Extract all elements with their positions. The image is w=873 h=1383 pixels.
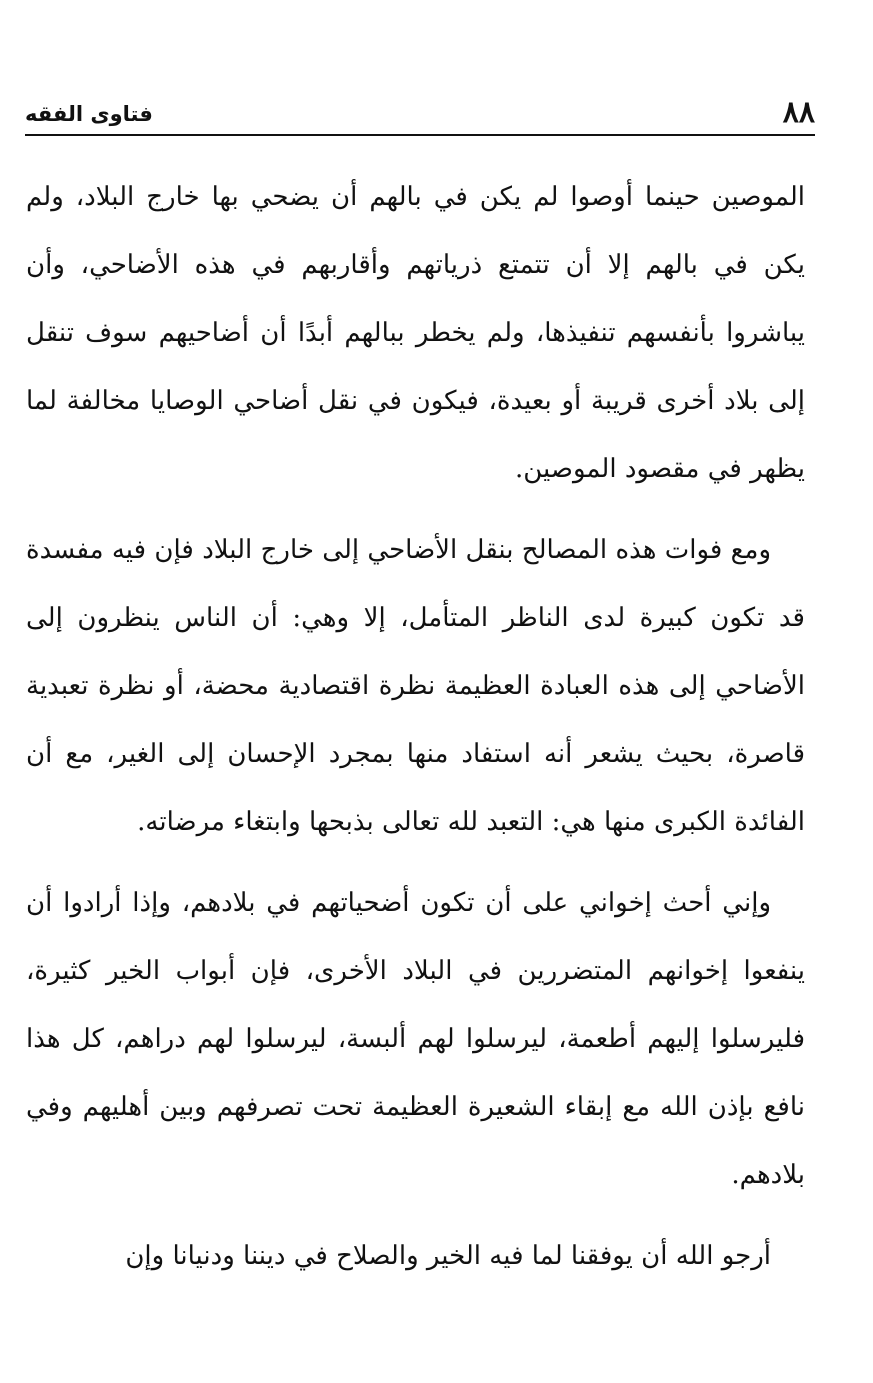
header-title: فتاوى الفقه	[25, 102, 153, 126]
paragraph-3: وإني أحث إخواني على أن تكون أضحياتهم في بلادهم، وإذا أرادوا أن ينفعوا إخوانهم المتضررين في البلاد الأخرى، فإن أبواب الخير كثيرة، فليرسلوا إليهم أطعمة، ليرسلوا لهم ألبسة، ليرسلوا لهم دراهم، كل هذا نافع بإذن الله مع إبقاء الشعيرة العظيمة تحت تصرفهم وبين أهليهم وفي بلادهم.	[26, 888, 805, 1190]
running-header	[25, 92, 815, 136]
header-rule	[25, 134, 815, 136]
paragraph-2: ومع فوات هذه المصالح بنقل الأضاحي إلى خارج البلاد فإن فيه مفسدة قد تكون كبيرة لدى الناظر المتأمل، إلا وهي: أن الناس ينظرون إلى الأضاحي إلى هذه العبادة العظيمة نظرة اقتصادية محضة، أو نظرة تعبدية قاصرة، بحيث يشعر أنه استفاد منها بمجرد الإحسان إلى الغير، مع أن الفائدة الكبرى منها هي: التعبد لله تعالى بذبحها وابتغاء مرضاته.	[26, 535, 805, 837]
paragraph-4: أرجو الله أن يوفقنا لما فيه الخير والصلاح في ديننا ودنيانا وإن	[125, 1241, 771, 1271]
paragraph-1: الموصين حينما أوصوا لم يكن في بالهم أن يضحي بها خارج البلاد، ولم يكن في بالهم إلا أن تتمتع ذرياتهم وأقاربهم في هذه الأضاحي، وأن يباشروا بأنفسهم تنفيذها، ولم يخطر ببالهم أبدًا أن أضاحيهم سوف تنقل إلى بلاد أخرى قريبة أو بعيدة، فيكون في نقل أضاحي الوصايا مخالفة لما يظهر في مقصود الموصين.	[26, 182, 805, 484]
body-text	[26, 163, 805, 1290]
page-number: ٨٨	[782, 95, 815, 130]
